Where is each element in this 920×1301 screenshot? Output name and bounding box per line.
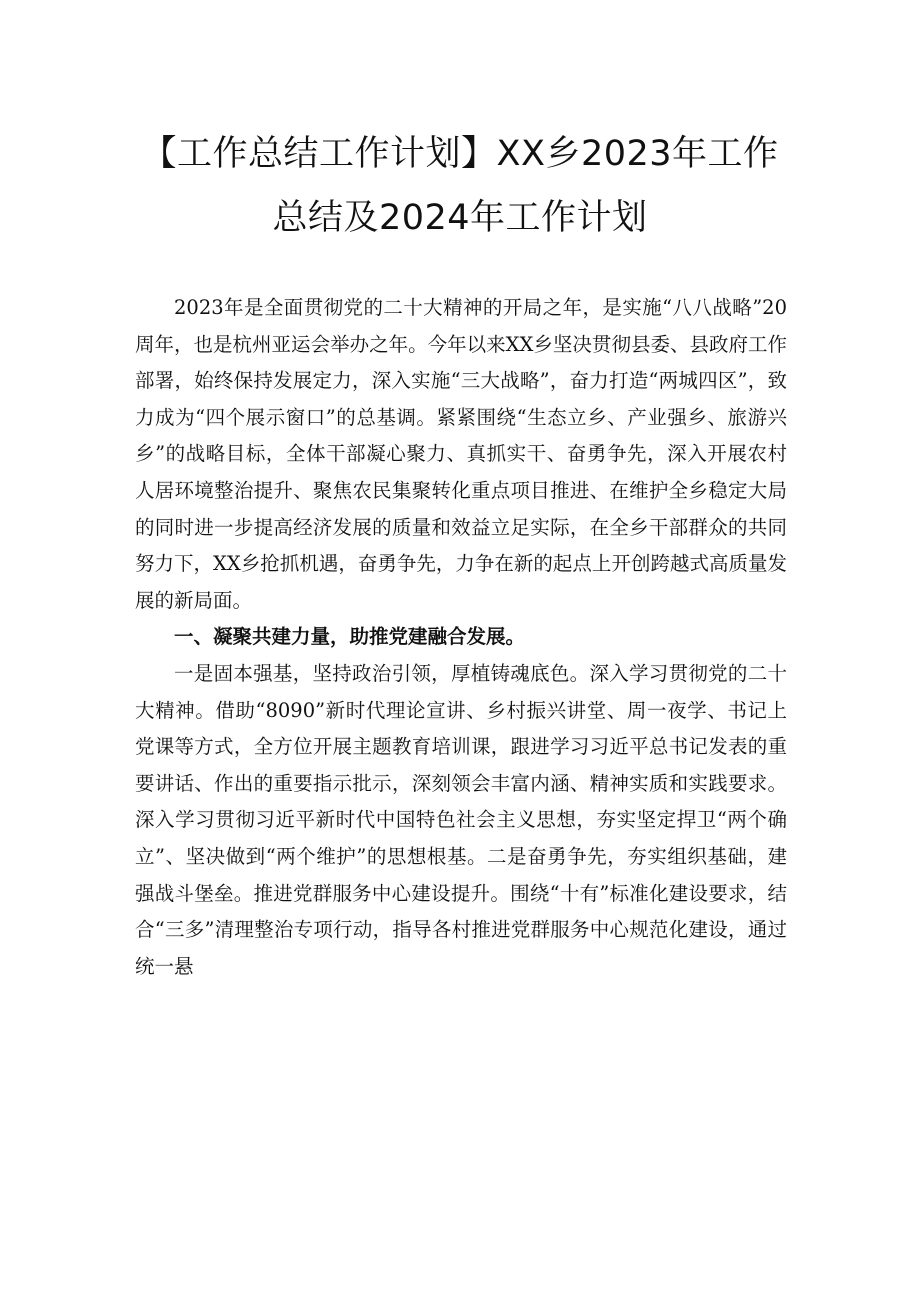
section-heading: 一、凝聚共建力量，助推党建融合发展。 xyxy=(174,625,526,649)
intro-paragraph: 2023年是全面贯彻党的二十大精神的开局之年，是实施“八八战略”20周年，也是杭州亚运会举办之年。今年以来XX乡坚决贯彻县委、县政府工作部署，始终保持发展定力，深入实施“三大战略”，奋力打造“两城四区”，致力成为“四个展示窗口”的总基调。紧紧围绕“生态立乡、产业强乡、旅游兴乡”的战略目标，全体干部凝心聚力、真抓实干、奋勇争先，深入开展农村人居环境整治提升、聚焦农民集聚转化重点项目推进、在维护全乡稳定大局的同时进一步提高经济发展的质量和效益立足实际，在全乡干部群众的共同努力下，XX乡抢抓机遇，奋勇争先，力争在新的起点上开创跨越式高质量发展的新局面。 xyxy=(135,296,787,612)
title-line-1: 【工作总结工作计划】XX乡2023年工作 xyxy=(141,134,779,174)
title-line-2: 总结及2024年工作计划 xyxy=(272,198,648,238)
document-body xyxy=(135,290,787,985)
body-paragraph: 一是固本强基，坚持政治引领，厚植铸魂底色。深入学习贯彻党的二十大精神。借助“8090”新时代理论宣讲、乡村振兴讲堂、周一夜学、书记上党课等方式，全方位开展主题教育培训课，跟进学习习近平总书记发表的重要讲话、作出的重要指示批示，深刻领会丰富内涵、精神实质和实践要求。深入学习贯彻习近平新时代中国特色社会主义思想，夯实坚定捍卫“两个确立”、坚决做到“两个维护”的思想根基。二是奋勇争先，夯实组织基础，建强战斗堡垒。推进党群服务中心建设提升。围绕“十有”标准化建设要求，结合“三多”清理整治专项行动，指导各村推进党群服务中心规范化建设，通过统一悬 xyxy=(135,661,787,978)
document-title xyxy=(100,122,820,250)
